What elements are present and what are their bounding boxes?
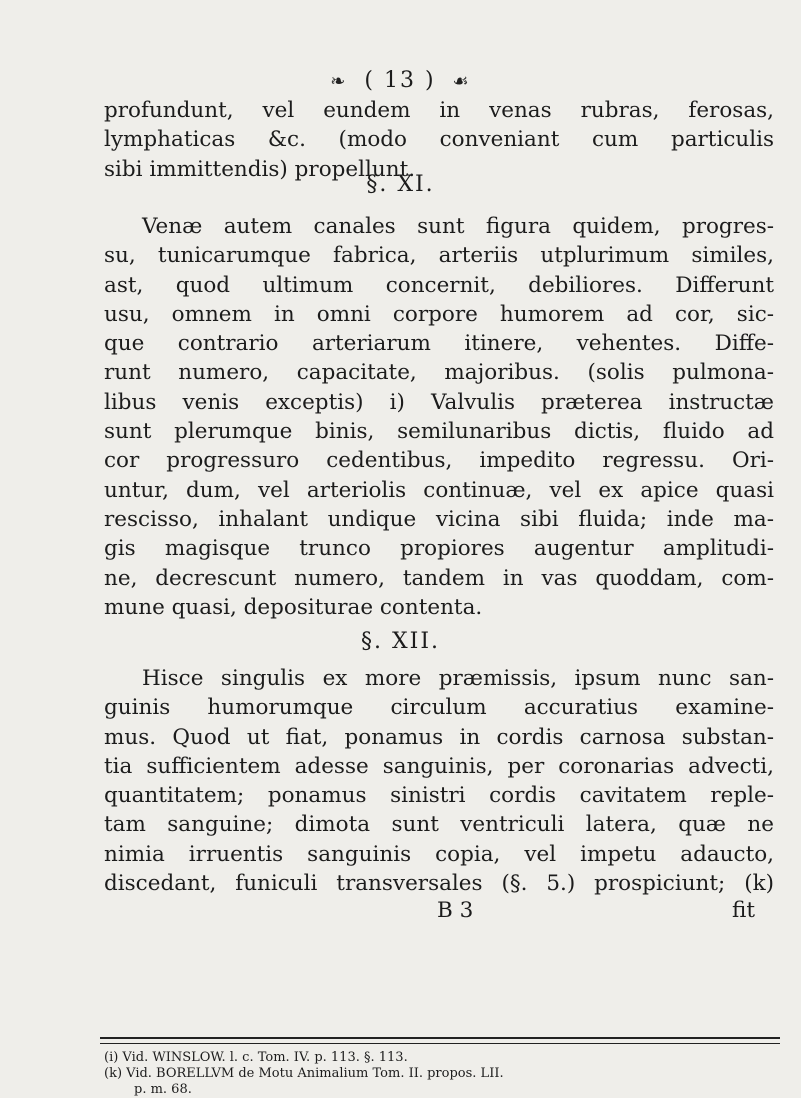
text-line: ast, quod ultimum concernit, debiliores. Differunt xyxy=(104,272,774,298)
text-line: sibi immittendis) propellunt. xyxy=(104,156,416,182)
ornament-left-icon: ❧ xyxy=(330,71,348,92)
text-line: ne, decrescunt numero, tandem in vas quoddam, com- xyxy=(104,565,774,591)
text-line: su, tunicarumque fabrica, arteriis utplurimum similes, xyxy=(104,243,774,269)
text-line: libus venis exceptis) i) Valvulis præterea instructæ xyxy=(104,389,774,415)
text-line: gis magisque trunco propiores augentur amplitudi- xyxy=(104,536,774,562)
text-line: profundunt, vel eundem in venas rubras, ferosas, xyxy=(104,98,774,123)
text-line: lymphaticas &c. (modo conveniant cum particulis xyxy=(104,127,774,153)
ornament-right-icon: ☙ xyxy=(452,71,471,92)
section-xi-paragraph xyxy=(104,212,774,622)
text-line: runt numero, capacitate, majoribus. (solis pulmona- xyxy=(104,360,774,386)
text-line: tam sanguine; dimota sunt ventriculi latera, quæ ne xyxy=(104,812,774,838)
text-line: rescisso, inhalant undique vicina sibi fluida; inde ma- xyxy=(104,506,774,532)
section-heading-xi: §. XI. xyxy=(366,172,435,197)
footnote-divider xyxy=(100,1037,780,1044)
section-xii-paragraph xyxy=(104,664,774,898)
text-line: mune quasi, depositurae contenta. xyxy=(104,594,483,620)
section-heading-xii: §. XII. xyxy=(360,629,441,654)
text-line: usu, omnem in omni corpore humorem ad cor, sic- xyxy=(104,301,774,327)
text-line: untur, dum, vel arteriolis continuæ, vel ex apice quasi xyxy=(104,477,774,503)
text-line: nimia irruentis sanguinis copia, vel impetu adaucto, xyxy=(104,841,774,867)
footnote-i: (i) Vid. WINSLOW. l. c. Tom. IV. p. 113. §. 113. xyxy=(104,1050,408,1065)
text-line: discedant, funiculi transversales (§. 5.) prospiciunt; (k) xyxy=(104,871,774,897)
text-line: cor progressuro cedentibus, impedito regressu. Ori- xyxy=(104,448,774,474)
text-line: guinis humorumque circulum accuratius examine- xyxy=(104,695,774,721)
text-line: Venæ autem canales sunt figura quidem, progres- xyxy=(142,214,774,239)
text-line: quantitatem; ponamus sinistri cordis cavitatem reple- xyxy=(104,783,774,809)
intro-paragraph xyxy=(104,96,774,184)
signature-mark: B 3 xyxy=(437,898,474,923)
footnotes xyxy=(104,1050,784,1098)
footnote-k: (k) Vid. BORELLVM de Motu Animalium Tom. II. propos. LII. xyxy=(104,1066,504,1081)
text-line: que contrario arteriarum itinere, vehentes. Diffe- xyxy=(104,331,774,357)
page-header xyxy=(0,68,801,93)
text-line: Hisce singulis ex more præmissis, ipsum nunc san- xyxy=(142,666,774,691)
text-line: sunt plerumque binis, semilunaribus dictis, fluido ad xyxy=(104,419,774,445)
page-number: ( 13 ) xyxy=(364,68,436,93)
text-line: mus. Quod ut fiat, ponamus in cordis carnosa substan- xyxy=(104,724,774,750)
footnote-k-continued: p. m. 68. xyxy=(134,1082,192,1097)
signature-line xyxy=(0,898,801,928)
text-line: tia sufficientem adesse sanguinis, per coronarias advecti, xyxy=(104,753,774,779)
catchword: fit xyxy=(732,898,755,923)
